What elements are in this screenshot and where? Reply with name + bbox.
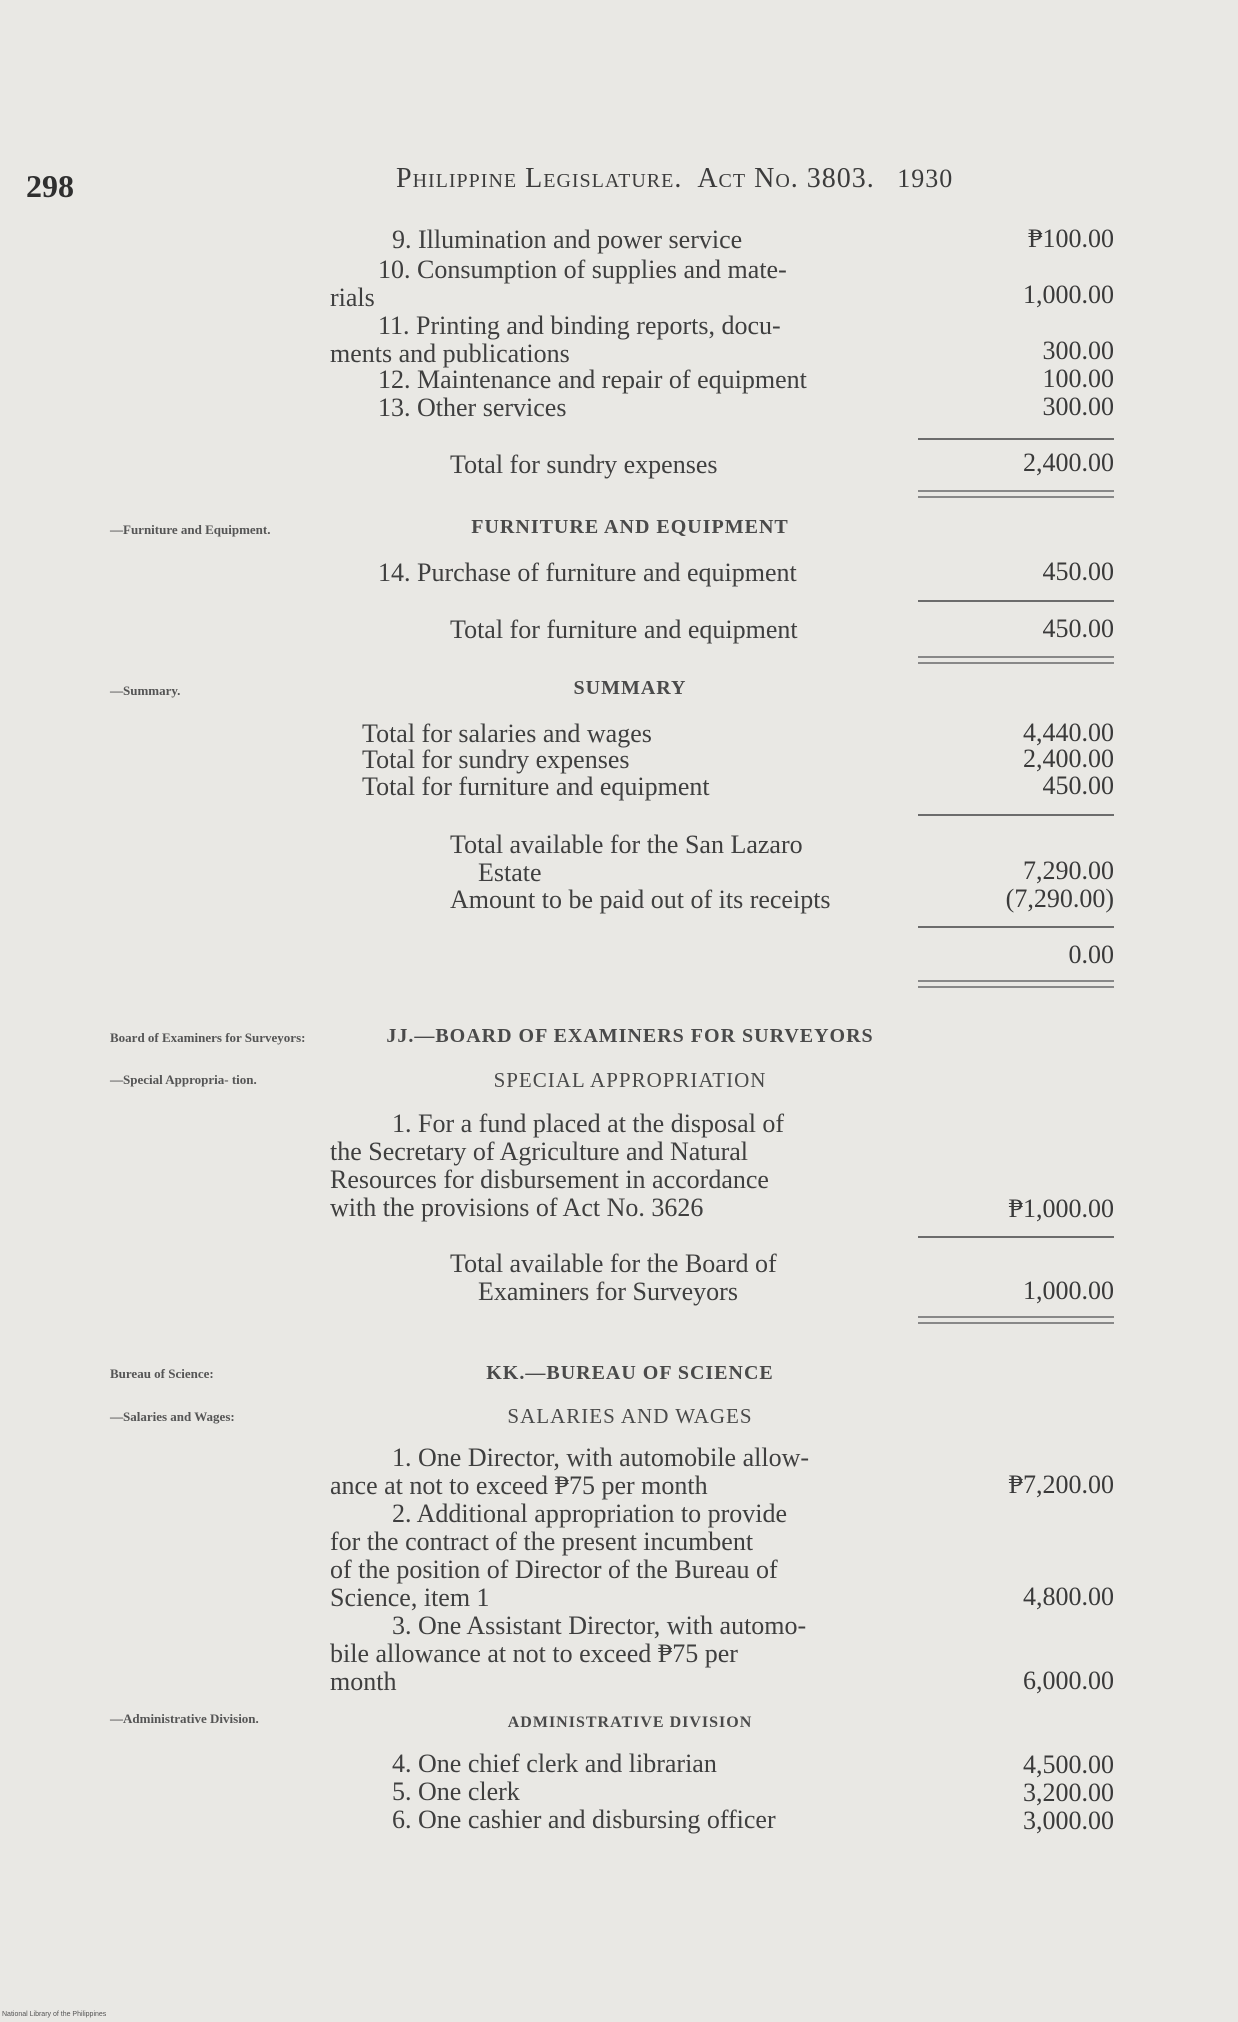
summary-receipts-amount: (7,290.00): [1005, 884, 1114, 913]
subsection-heading-special-appropriation: SPECIAL APPROPRIATION: [493, 1068, 767, 1092]
science-item-3: 3. One Assistant Director, with automo- bile allowance at not to exceed ₱75 per month: [330, 1611, 807, 1696]
summary-salaries-line: Total for salaries and wages: [362, 719, 652, 748]
amount-item-12: 100.00: [1042, 364, 1114, 393]
summary-net-amount: 0.00: [1068, 940, 1114, 969]
board-item-1: 1. For a fund placed at the disposal of the Secretary of Agriculture and Natural Resources for disbursement in accordance with the provisions of Act No. 3626: [330, 1109, 785, 1222]
line-item-13: 13. Other services: [378, 393, 567, 422]
act-number: Act No. 3803.: [697, 163, 875, 194]
line-item-10: 10. Consumption of supplies and mate- rials: [330, 255, 787, 312]
science-item-2: 2. Additional appropriation to provide for the contract of the present incumbent of the position of Director of the Bureau of Science, item 1: [330, 1499, 787, 1612]
page-number: 298: [26, 168, 74, 204]
margin-note-salaries-and-wages: —Salaries and Wages:: [110, 1409, 235, 1424]
line-item-12: 12. Maintenance and repair of equipment: [378, 365, 807, 394]
science-item-1: 1. One Director, with automobile allow- ance at not to exceed ₱75 per month: [330, 1443, 810, 1500]
total-furniture-line: Total for furniture and equipment: [450, 615, 798, 644]
subtotal-rule: [918, 438, 1114, 440]
margin-note-special-appropriation: —Special Appropria- tion.: [110, 1072, 257, 1087]
total-furniture-amount: 450.00: [1042, 614, 1114, 643]
amount-item-10: 1,000.00: [1023, 280, 1114, 309]
summary-available-amount: 7,290.00: [1023, 856, 1114, 885]
summary-sundry-line: Total for sundry expenses: [362, 745, 630, 774]
board-total-line: Total available for the Board of Examiners for Surveyors: [450, 1249, 777, 1306]
running-title: Philippine Legislature.: [396, 163, 683, 194]
total-sundry-amount: 2,400.00: [1023, 448, 1114, 477]
margin-note-summary: —Summary.: [110, 683, 181, 698]
summary-available-line: Total available for the San Lazaro Estate: [450, 830, 803, 887]
summary-furniture-line: Total for furniture and equipment: [362, 772, 710, 801]
science-item-6: 6. One cashier and disbursing officer: [392, 1805, 776, 1834]
line-item-14: 14. Purchase of furniture and equipment: [378, 558, 797, 587]
scan-source-mark: National Library of the Philippines: [2, 2011, 107, 2018]
science-item-6-amount: 3,000.00: [1023, 1806, 1114, 1835]
section-heading-board: JJ.—BOARD OF EXAMINERS FOR SURVEYORS: [386, 1025, 874, 1047]
double-rule: [918, 980, 1114, 988]
margin-note-board: Board of Examiners for Surveyors:: [110, 1030, 306, 1045]
margin-note-administrative-division: —Administrative Division.: [110, 1711, 259, 1726]
science-item-4-amount: 4,500.00: [1023, 1750, 1114, 1779]
section-heading-science: KK.—BUREAU OF SCIENCE: [486, 1362, 774, 1384]
header-year: 1930: [897, 164, 954, 193]
board-item-1-amount: ₱1,000.00: [1008, 1194, 1114, 1223]
margin-note-furniture: —Furniture and Equipment.: [110, 522, 271, 537]
science-item-2-amount: 4,800.00: [1023, 1582, 1114, 1611]
amount-item-9: ₱100.00: [1028, 224, 1114, 253]
summary-receipts-line: Amount to be paid out of its receipts: [450, 885, 831, 914]
amount-item-11: 300.00: [1042, 336, 1114, 365]
running-header: [396, 163, 953, 195]
board-total-amount: 1,000.00: [1023, 1276, 1114, 1305]
subtotal-rule: [918, 814, 1114, 816]
science-item-4: 4. One chief clerk and librarian: [392, 1749, 717, 1778]
science-item-1-amount: ₱7,200.00: [1008, 1470, 1114, 1499]
subsection-heading-salaries: SALARIES AND WAGES: [507, 1404, 753, 1428]
total-sundry-line: Total for sundry expenses: [450, 450, 718, 479]
double-rule: [918, 490, 1114, 498]
line-item-9: 9. Illumination and power service: [392, 225, 743, 254]
section-heading-furniture: FURNITURE AND EQUIPMENT: [471, 516, 789, 538]
amount-item-14: 450.00: [1042, 557, 1114, 586]
summary-salaries-amount: 4,440.00: [1023, 718, 1114, 747]
section-heading-summary: SUMMARY: [573, 677, 687, 699]
double-rule: [918, 1316, 1114, 1324]
line-item-11: 11. Printing and binding reports, docu- ments and publications: [330, 311, 781, 368]
subtotal-rule: [918, 926, 1114, 928]
science-item-5-amount: 3,200.00: [1023, 1778, 1114, 1807]
double-rule: [918, 656, 1114, 664]
subtotal-rule: [918, 600, 1114, 602]
margin-note-bureau-of-science: Bureau of Science:: [110, 1366, 214, 1381]
summary-furniture-amount: 450.00: [1042, 771, 1114, 800]
subtotal-rule: [918, 1236, 1114, 1238]
science-item-3-amount: 6,000.00: [1023, 1666, 1114, 1695]
subsection-heading-administrative: ADMINISTRATIVE DIVISION: [507, 1714, 753, 1731]
science-item-5: 5. One clerk: [392, 1777, 520, 1806]
amount-item-13: 300.00: [1042, 392, 1114, 421]
summary-sundry-amount: 2,400.00: [1023, 744, 1114, 773]
